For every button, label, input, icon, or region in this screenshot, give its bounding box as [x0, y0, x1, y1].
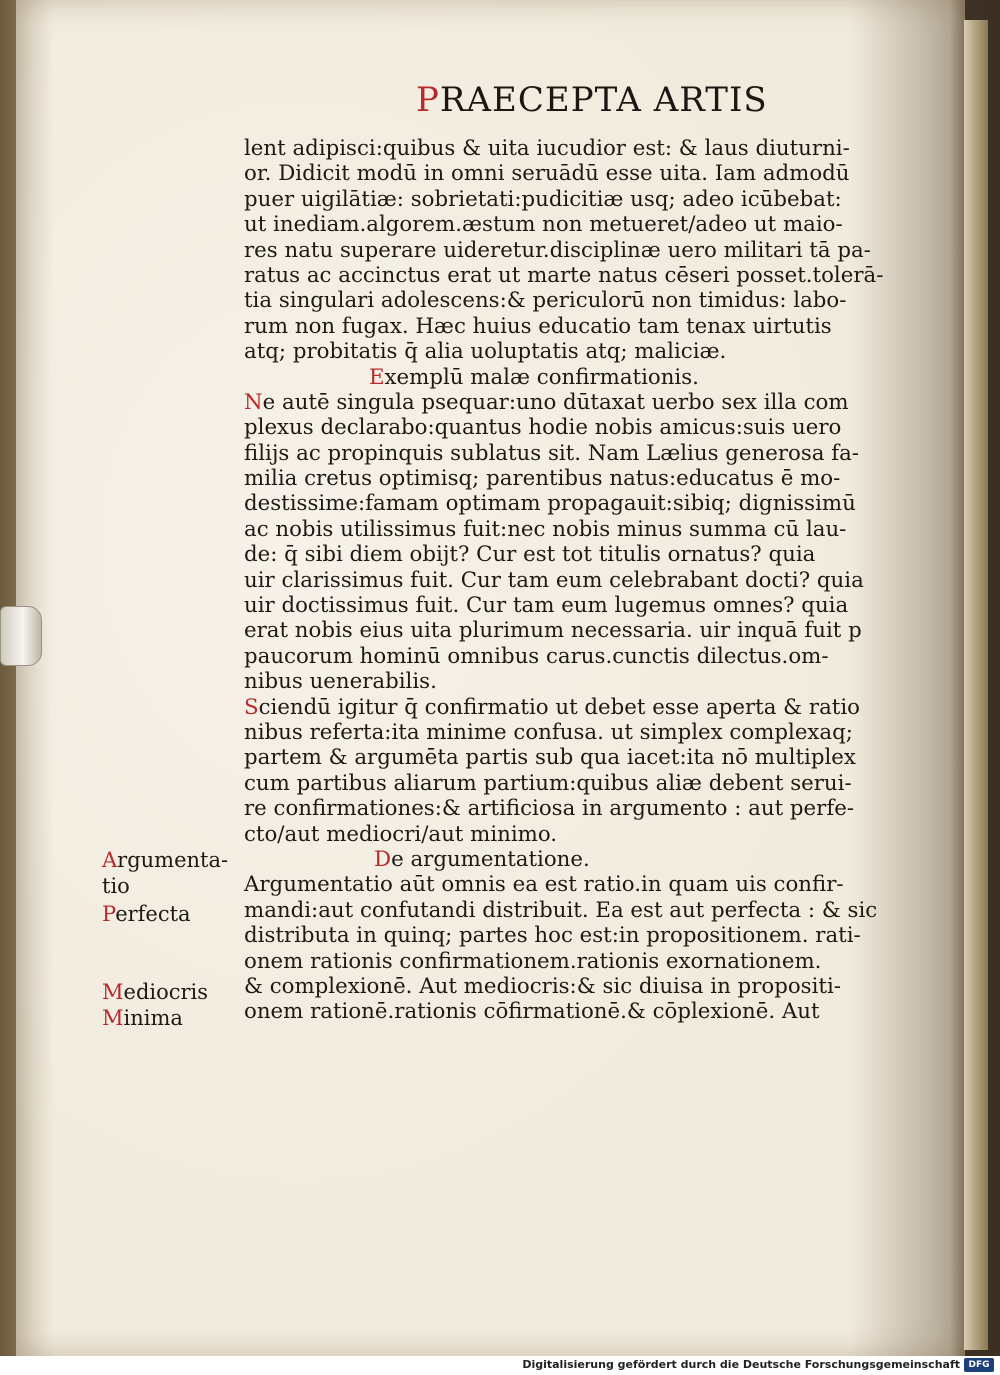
text-line [244, 390, 864, 415]
line-text: partem & argumēta partis sub qua iacet:ita nō multiplex [244, 745, 856, 771]
text-line [244, 999, 864, 1024]
text-line [244, 897, 878, 923]
margin-initial: M [102, 980, 124, 1004]
line-text: rum non fugax. Hæc huius educatio tam tenax uirtutis [244, 313, 832, 339]
text-line [244, 695, 864, 720]
running-title-text: RAECEPTA ARTIS [439, 80, 768, 120]
line-text: or. Didicit modū in omni seruādū esse uita. Iam admodū [244, 161, 850, 187]
line-text: destissime:famam optimam propagauit:sibiq; dignissimū [244, 491, 856, 517]
line-text: res natu superare uideretur.disciplinæ uero militari tā pa- [244, 237, 871, 263]
page-gutter-shadow [950, 0, 964, 1356]
section-heading [244, 365, 864, 390]
rubricated-initial: S [244, 694, 259, 720]
text-line [244, 542, 864, 567]
line-text: mandi:aut confutandi distribuit. Ea est aut perfecta : & sic [244, 897, 878, 923]
line-text: xemplū malæ confirmationis. [384, 364, 699, 390]
line-text: plexus declarabo:quantus hodie nobis amicus:suis uero [244, 415, 842, 441]
line-text: milia cretus optimisq; parentibus natus:educatus ē mo- [244, 466, 841, 492]
text-line [244, 923, 864, 948]
line-text: paucorum hominū omnibus carus.cunctis dilectus.om- [244, 643, 829, 669]
line-text: de: q̄ sibi diem obijt? Cur est tot titulis ornatus? quia [244, 542, 816, 568]
text-line [244, 314, 864, 339]
line-text: & complexionē. Aut mediocris:& sic diuisa in propositi- [244, 973, 841, 999]
line-text: tia singulari adolescens:& periculorū non timidus: labo- [244, 288, 847, 314]
margin-initial: P [102, 902, 116, 926]
line-text: e autē singula psequar:uno dūtaxat uerbo sex illa com [262, 389, 849, 415]
margin-text: inima [123, 1006, 183, 1030]
margin-text: ediocris [123, 980, 209, 1004]
dfg-logo: DFG [964, 1358, 994, 1372]
line-text: puer uigilātiæ: sobrietati:pudicitiæ usq; adeo icūbebat: [244, 186, 842, 212]
line-text: erat nobis eius uita plurimum necessaria. uir inquā fuit p [244, 618, 862, 644]
line-text: distributa in quinq; partes hoc est:in propositionem. rati- [244, 923, 861, 949]
line-text: filijs ac propinquis sublatus sit. Nam Lælius generosa fa- [244, 440, 859, 466]
line-text: ratus ac accinctus erat ut marte natus cēseri posset.tolerā- [244, 262, 884, 288]
line-text: onem rationē.rationis cōfirmationē.& cōplexionē. Aut [244, 999, 820, 1025]
text-line [244, 517, 864, 542]
text-line [244, 771, 864, 796]
body-text [244, 136, 884, 1025]
text-line [244, 644, 864, 669]
margin-note-perfecta [102, 902, 242, 927]
margin-text: erfecta [115, 902, 191, 926]
line-text: e argumentatione. [391, 846, 590, 872]
running-title-initial: P [416, 80, 440, 120]
text-line [244, 441, 864, 466]
page-edge [964, 20, 988, 1350]
text-line [244, 262, 884, 288]
text-line [244, 187, 864, 212]
text-line [244, 974, 864, 999]
text-line [244, 568, 864, 593]
line-text: Argumentatio aūt omnis ea est ratio.in quam uis confir- [244, 872, 844, 898]
margin-initial: M [102, 1006, 124, 1030]
text-line [244, 618, 864, 643]
margin-note-minima [102, 1006, 242, 1031]
text-line [244, 339, 864, 364]
text-line [244, 669, 864, 694]
text-line [244, 720, 864, 745]
text-line [244, 466, 864, 491]
text-line [244, 872, 864, 897]
line-text: onem rationis confirmationem.rationis exornationem. [244, 948, 822, 974]
line-text: cum partibus aliarum partium:quibus aliæ debent serui- [244, 770, 852, 796]
text-line [244, 212, 864, 237]
margin-initial: A [102, 848, 118, 872]
page-clip [0, 606, 42, 666]
text-line [244, 415, 864, 440]
margin-note-argumentatio-cont [102, 874, 242, 899]
line-text: cto/aut mediocri/aut minimo. [244, 821, 558, 847]
text-line [244, 593, 864, 618]
line-text: nibus referta:ita minime confusa. ut simplex complexaq; [244, 719, 853, 745]
line-text: uir clarissimus fuit. Cur tam eum celebrabant docti? quia [244, 567, 864, 593]
line-text: uir doctissimus fuit. Cur tam eum lugemus omnes? quia [244, 593, 849, 619]
margin-text: rgumenta- [117, 848, 229, 872]
margin-text: tio [102, 874, 130, 898]
line-text: lent adipisci:quibus & uita iucudior est: & laus diuturni- [244, 136, 850, 161]
line-text: ut inediam.algorem.æstum non metueret/adeo ut maio- [244, 212, 843, 238]
text-line [244, 288, 864, 313]
text-line [244, 161, 864, 186]
line-text: ac nobis utilissimus fuit:nec nobis minus summa cū lau- [244, 516, 847, 542]
margin-note-argumentatio [102, 848, 242, 873]
text-line [244, 949, 864, 974]
section-heading [244, 847, 864, 872]
text-line [244, 136, 864, 161]
line-text: atq; probitatis q̄ alia uoluptatis atq; maliciæ. [244, 339, 727, 365]
rubricated-initial: D [374, 846, 392, 872]
text-line [244, 822, 864, 847]
digitization-credit: Digitalisierung gefördert durch die Deutsche Forschungsgemeinschaft [522, 1358, 960, 1371]
text-line [244, 237, 871, 263]
line-text: ciendū igitur q̄ confirmatio ut debet esse aperta & ratio [258, 694, 860, 720]
running-title [416, 80, 816, 120]
text-line [244, 796, 864, 821]
text-line [244, 491, 864, 516]
rubricated-initial: E [369, 364, 385, 390]
line-text: nibus uenerabilis. [244, 669, 437, 695]
rubricated-initial: N [244, 389, 263, 415]
margin-note-mediocris [102, 980, 242, 1005]
line-text: re confirmationes:& artificiosa in argumento : aut perfe- [244, 796, 855, 822]
text-line [244, 745, 864, 770]
